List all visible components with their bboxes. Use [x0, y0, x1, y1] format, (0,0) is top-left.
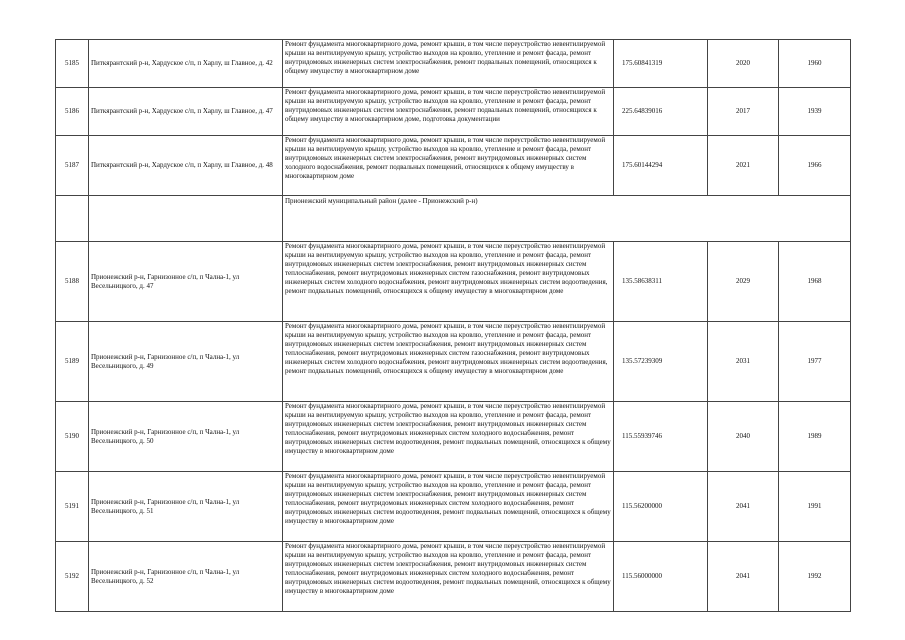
row-number: 5190: [56, 402, 89, 472]
year-cell: 2031: [708, 322, 779, 402]
year-cell: 2021: [708, 136, 779, 196]
year-cell: 2040: [708, 402, 779, 472]
table-row: [56, 136, 851, 196]
row-number: 5192: [56, 542, 89, 612]
year-cell: 2041: [708, 542, 779, 612]
cost-cell: 135.57239309: [614, 322, 708, 402]
cost-cell: 175.60841319: [614, 40, 708, 88]
cost-cell: 225.64839016: [614, 88, 708, 136]
row-number: 5186: [56, 88, 89, 136]
built-year-cell: 1991: [779, 472, 851, 542]
works-cell: Ремонт фундамента многоквартирного дома, ремонт крыши, в том числе переустройство невентилируемой крыши на вентилируемую крышу, устройство выходов на кровлю, утепление и ремонт фасада, ремонт внутридомовых инженерных систем электроснабжения, ремонт внутридомовых инженерных систем теплоснабжения, ремонт внутридомовых инженерных систем газоснабжения, ремонт внутридомовых инженерных систем холодного водоснабжения, ремонт внутридомовых инженерных систем водоотведения, ремонт подвальных помещений, относящихся к общему имуществу в многоквартирном доме: [283, 242, 614, 322]
address-cell: Питкярантский р-н, Хардуское с/п, п Харлу, ш Главное, д. 48: [89, 136, 283, 196]
section-title: Прионежский муниципальный район (далее - Прионежский р-н): [283, 196, 851, 242]
address-cell: Прионежский р-н, Гарнизонное с/п, п Чална-1, ул Весельницкого, д. 50: [89, 402, 283, 472]
works-cell: Ремонт фундамента многоквартирного дома, ремонт крыши, в том числе переустройство невентилируемой крыши на вентилируемую крышу, устройство выходов на кровлю, утепление и ремонт фасада, ремонт внутридомовых инженерных систем электроснабжения, ремонт внутридомовых инженерных систем теплоснабжения, ремонт внутридомовых инженерных систем холодного водоснабжения, ремонт внутридомовых инженерных систем водоотведения, ремонт подвальных помещений, относящихся к общему имуществу в многоквартирном доме: [283, 402, 614, 472]
works-cell: Ремонт фундамента многоквартирного дома, ремонт крыши, в том числе переустройство невентилируемой крыши на вентилируемую крышу, устройство выходов на кровлю, утепление и ремонт фасада, ремонт внутридомовых инженерных систем электроснабжения, ремонт внутридомовых инженерных систем теплоснабжения, ремонт внутридомовых инженерных систем холодного водоснабжения, ремонт внутридомовых инженерных систем водоотведения, ремонт подвальных помещений, относящихся к общему имуществу в многоквартирном доме: [283, 472, 614, 542]
cost-cell: 115.56200000: [614, 472, 708, 542]
row-number: 5188: [56, 242, 89, 322]
table-row: [56, 88, 851, 136]
address-cell: Прионежский р-н, Гарнизонное с/п, п Чална-1, ул Весельницкого, д. 52: [89, 542, 283, 612]
built-year-cell: 1977: [779, 322, 851, 402]
cost-cell: 175.60144294: [614, 136, 708, 196]
row-number: 5189: [56, 322, 89, 402]
table-row: [56, 542, 851, 612]
address-cell: Прионежский р-н, Гарнизонное с/п, п Чална-1, ул Весельницкого, д. 51: [89, 472, 283, 542]
works-cell: Ремонт фундамента многоквартирного дома, ремонт крыши, в том числе переустройство невентилируемой крыши на вентилируемую крышу, устройство выходов на кровлю, утепление и ремонт фасада, ремонт внутридомовых инженерных систем электроснабжения, ремонт подвальных помещений, относящихся к общему имуществу в многоквартирном доме, подготовка документации: [283, 88, 614, 136]
row-number: 5187: [56, 136, 89, 196]
section-empty-cell: [56, 196, 89, 242]
address-cell: Прионежский р-н, Гарнизонное с/п, п Чална-1, ул Весельницкого, д. 49: [89, 322, 283, 402]
works-cell: Ремонт фундамента многоквартирного дома, ремонт крыши, в том числе переустройство невентилируемой крыши на вентилируемую крышу, устройство выходов на кровлю, утепление и ремонт фасада, ремонт внутридомовых инженерных систем электроснабжения, ремонт внутридомовых инженерных систем теплоснабжения, ремонт внутридомовых инженерных систем холодного водоснабжения, ремонт внутридомовых инженерных систем водоотведения, ремонт подвальных помещений, относящихся к общему имуществу в многоквартирном доме: [283, 542, 614, 612]
built-year-cell: 1939: [779, 88, 851, 136]
built-year-cell: 1966: [779, 136, 851, 196]
built-year-cell: 1960: [779, 40, 851, 88]
cost-cell: 115.55939746: [614, 402, 708, 472]
address-cell: Питкярантский р-н, Хардуское с/п, п Харлу, ш Главное, д. 42: [89, 40, 283, 88]
year-cell: 2020: [708, 40, 779, 88]
cost-cell: 135.58638311: [614, 242, 708, 322]
section-row: [56, 196, 851, 242]
built-year-cell: 1989: [779, 402, 851, 472]
cost-cell: 115.56000000: [614, 542, 708, 612]
table-row: [56, 472, 851, 542]
address-cell: Питкярантский р-н, Хардуское с/п, п Харлу, ш Главное, д. 47: [89, 88, 283, 136]
row-number: 5191: [56, 472, 89, 542]
section-empty-cell: [89, 196, 283, 242]
table-row: [56, 40, 851, 88]
built-year-cell: 1992: [779, 542, 851, 612]
built-year-cell: 1968: [779, 242, 851, 322]
works-cell: Ремонт фундамента многоквартирного дома, ремонт крыши, в том числе переустройство невентилируемой крыши на вентилируемую крышу, устройство выходов на кровлю, утепление и ремонт фасада, ремонт внутридомовых инженерных систем электроснабжения, ремонт внутридомовых инженерных систем теплоснабжения, ремонт внутридомовых инженерных систем газоснабжения, ремонт внутридомовых инженерных систем холодного водоснабжения, ремонт внутридомовых инженерных систем водоотведения, ремонт подвальных помещений, относящихся к общему имуществу в многоквартирном доме: [283, 322, 614, 402]
year-cell: 2029: [708, 242, 779, 322]
table-row: [56, 242, 851, 322]
table-row: [56, 402, 851, 472]
register-table: [55, 39, 851, 612]
works-cell: Ремонт фундамента многоквартирного дома, ремонт крыши, в том числе переустройство невентилируемой крыши на вентилируемую крышу, устройство выходов на кровлю, утепление и ремонт фасада, ремонт внутридомовых инженерных систем электроснабжения, ремонт внутридомовых инженерных систем холодного водоснабжения, ремонт подвальных помещений, относящихся к общему имуществу в многоквартирном доме: [283, 136, 614, 196]
works-cell: Ремонт фундамента многоквартирного дома, ремонт крыши, в том числе переустройство невентилируемой крыши на вентилируемую крышу, устройство выходов на кровлю, утепление и ремонт фасада, ремонт внутридомовых инженерных систем электроснабжения, ремонт подвальных помещений, относящихся к общему имуществу в многоквартирном доме: [283, 40, 614, 88]
row-number: 5185: [56, 40, 89, 88]
address-cell: Прионежский р-н, Гарнизонное с/п, п Чална-1, ул Весельницкого, д. 47: [89, 242, 283, 322]
year-cell: 2017: [708, 88, 779, 136]
year-cell: 2041: [708, 472, 779, 542]
table-row: [56, 322, 851, 402]
